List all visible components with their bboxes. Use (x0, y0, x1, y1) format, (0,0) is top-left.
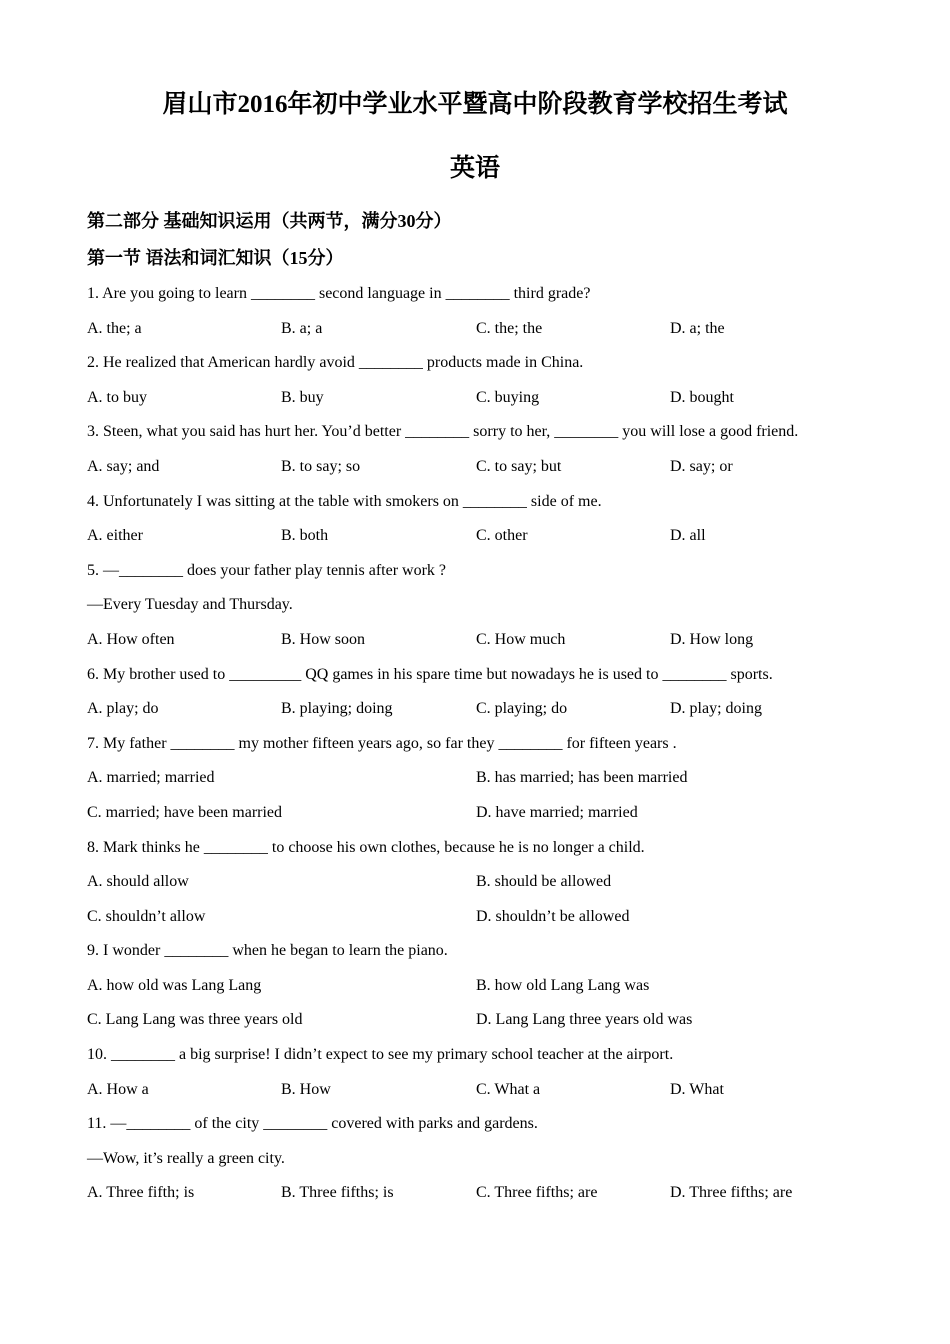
answer-option: C. the; the (476, 319, 543, 337)
answer-option: B. both (281, 527, 329, 545)
options-row (87, 522, 887, 557)
answer-option: D. How long (670, 630, 754, 648)
answer-option: C. shouldn’t allow (87, 907, 206, 925)
options-row (87, 695, 887, 730)
answer-option: A. to buy (87, 388, 147, 406)
options-row (87, 1006, 887, 1041)
options-row (87, 764, 887, 799)
question-text: 7. My father ________ my mother fifteen years ago, so far they ________ for fifteen years . (87, 734, 677, 752)
answer-option: C. How much (476, 630, 566, 648)
answer-option: C. buying (476, 388, 540, 406)
answer-option: B. a; a (281, 319, 323, 337)
question-text: 2. He realized that American hardly avoid ________ products made in China. (87, 354, 584, 372)
answer-option: C. playing; do (476, 700, 568, 718)
answer-option: B. Three fifths; is (281, 1184, 394, 1202)
subsection-heading: 第一节 语法和词汇知识（15分） (87, 248, 344, 268)
answer-option: D. shouldn’t be allowed (476, 907, 630, 925)
answer-option: B. buy (281, 388, 324, 406)
answer-option: A. Three fifth; is (87, 1184, 195, 1202)
options-row (87, 315, 887, 350)
answer-option: A. say; and (87, 457, 160, 475)
subject-title: 英语 (449, 155, 500, 182)
answer-option: B. How soon (281, 630, 366, 648)
answer-option: C. Lang Lang was three years old (87, 1011, 303, 1029)
question-text: 8. Mark thinks he ________ to choose his own clothes, because he is no longer a child. (87, 838, 645, 856)
answer-option: A. How often (87, 630, 175, 648)
answer-option: D. Three fifths; are (670, 1184, 793, 1202)
question-text: 9. I wonder ________ when he began to learn the piano. (87, 942, 448, 960)
answer-option: B. to say; so (281, 457, 361, 475)
answer-option: A. either (87, 527, 143, 545)
answer-option: A. play; do (87, 700, 159, 718)
answer-option: D. have married; married (476, 803, 638, 821)
answer-option: C. other (476, 527, 528, 545)
answer-option: C. to say; but (476, 457, 562, 475)
options-row (87, 384, 887, 419)
options-row (87, 972, 887, 1007)
options-row (87, 903, 887, 938)
question-text: 3. Steen, what you said has hurt her. You’d better ________ sorry to her, ________ you will lose a good friend. (87, 423, 799, 441)
answer-option: D. play; doing (670, 700, 762, 718)
answer-option: A. should allow (87, 873, 189, 891)
question-text: 4. Unfortunately I was sitting at the table with smokers on ________ side of me. (87, 492, 602, 510)
options-row (87, 453, 887, 488)
options-row (87, 1179, 887, 1214)
answer-option: C. Three fifths; are (476, 1184, 598, 1202)
options-row (87, 626, 887, 661)
options-row (87, 799, 887, 834)
question-list (87, 280, 887, 1214)
question-text: 5. —________ does your father play tennis after work ? (87, 561, 447, 579)
answer-option: D. What (670, 1080, 724, 1098)
answer-option: A. married; married (87, 769, 215, 787)
answer-option: A. how old was Lang Lang (87, 976, 262, 994)
answer-option: D. say; or (670, 457, 733, 475)
options-row (87, 1076, 887, 1111)
answer-option: B. playing; doing (281, 700, 393, 718)
answer-option: D. a; the (670, 319, 725, 337)
answer-option: D. all (670, 527, 706, 545)
section-heading: 第二部分 基础知识运用（共两节，满分30分） (87, 211, 452, 231)
question-text: 6. My brother used to _________ QQ games in his spare time but nowadays he is used to ________ sports. (87, 665, 773, 683)
question-text: 1. Are you going to learn ________ second language in ________ third grade? (87, 285, 591, 302)
answer-option: A. the; a (87, 319, 142, 337)
answer-option: C. married; have been married (87, 803, 283, 821)
answer-option: A. How a (87, 1080, 149, 1098)
question-text: 10. ________ a big surprise! I didn’t expect to see my primary school teacher at the airport. (87, 1046, 674, 1064)
question-text: 11. —________ of the city ________ covered with parks and gardens. (87, 1115, 538, 1133)
question-text: —Every Tuesday and Thursday. (87, 596, 293, 614)
answer-option: B. has married; has been married (476, 769, 688, 787)
options-row (87, 868, 887, 903)
question-text: —Wow, it’s really a green city. (87, 1149, 285, 1167)
answer-option: D. Lang Lang three years old was (476, 1011, 693, 1029)
answer-option: B. How (281, 1080, 331, 1098)
answer-option: D. bought (670, 388, 734, 406)
exam-title: 眉山市2016年初中学业水平暨高中阶段教育学校招生考试 (162, 91, 788, 118)
answer-option: B. should be allowed (476, 873, 612, 891)
answer-option: C. What a (476, 1080, 541, 1098)
answer-option: B. how old Lang Lang was (476, 976, 650, 994)
